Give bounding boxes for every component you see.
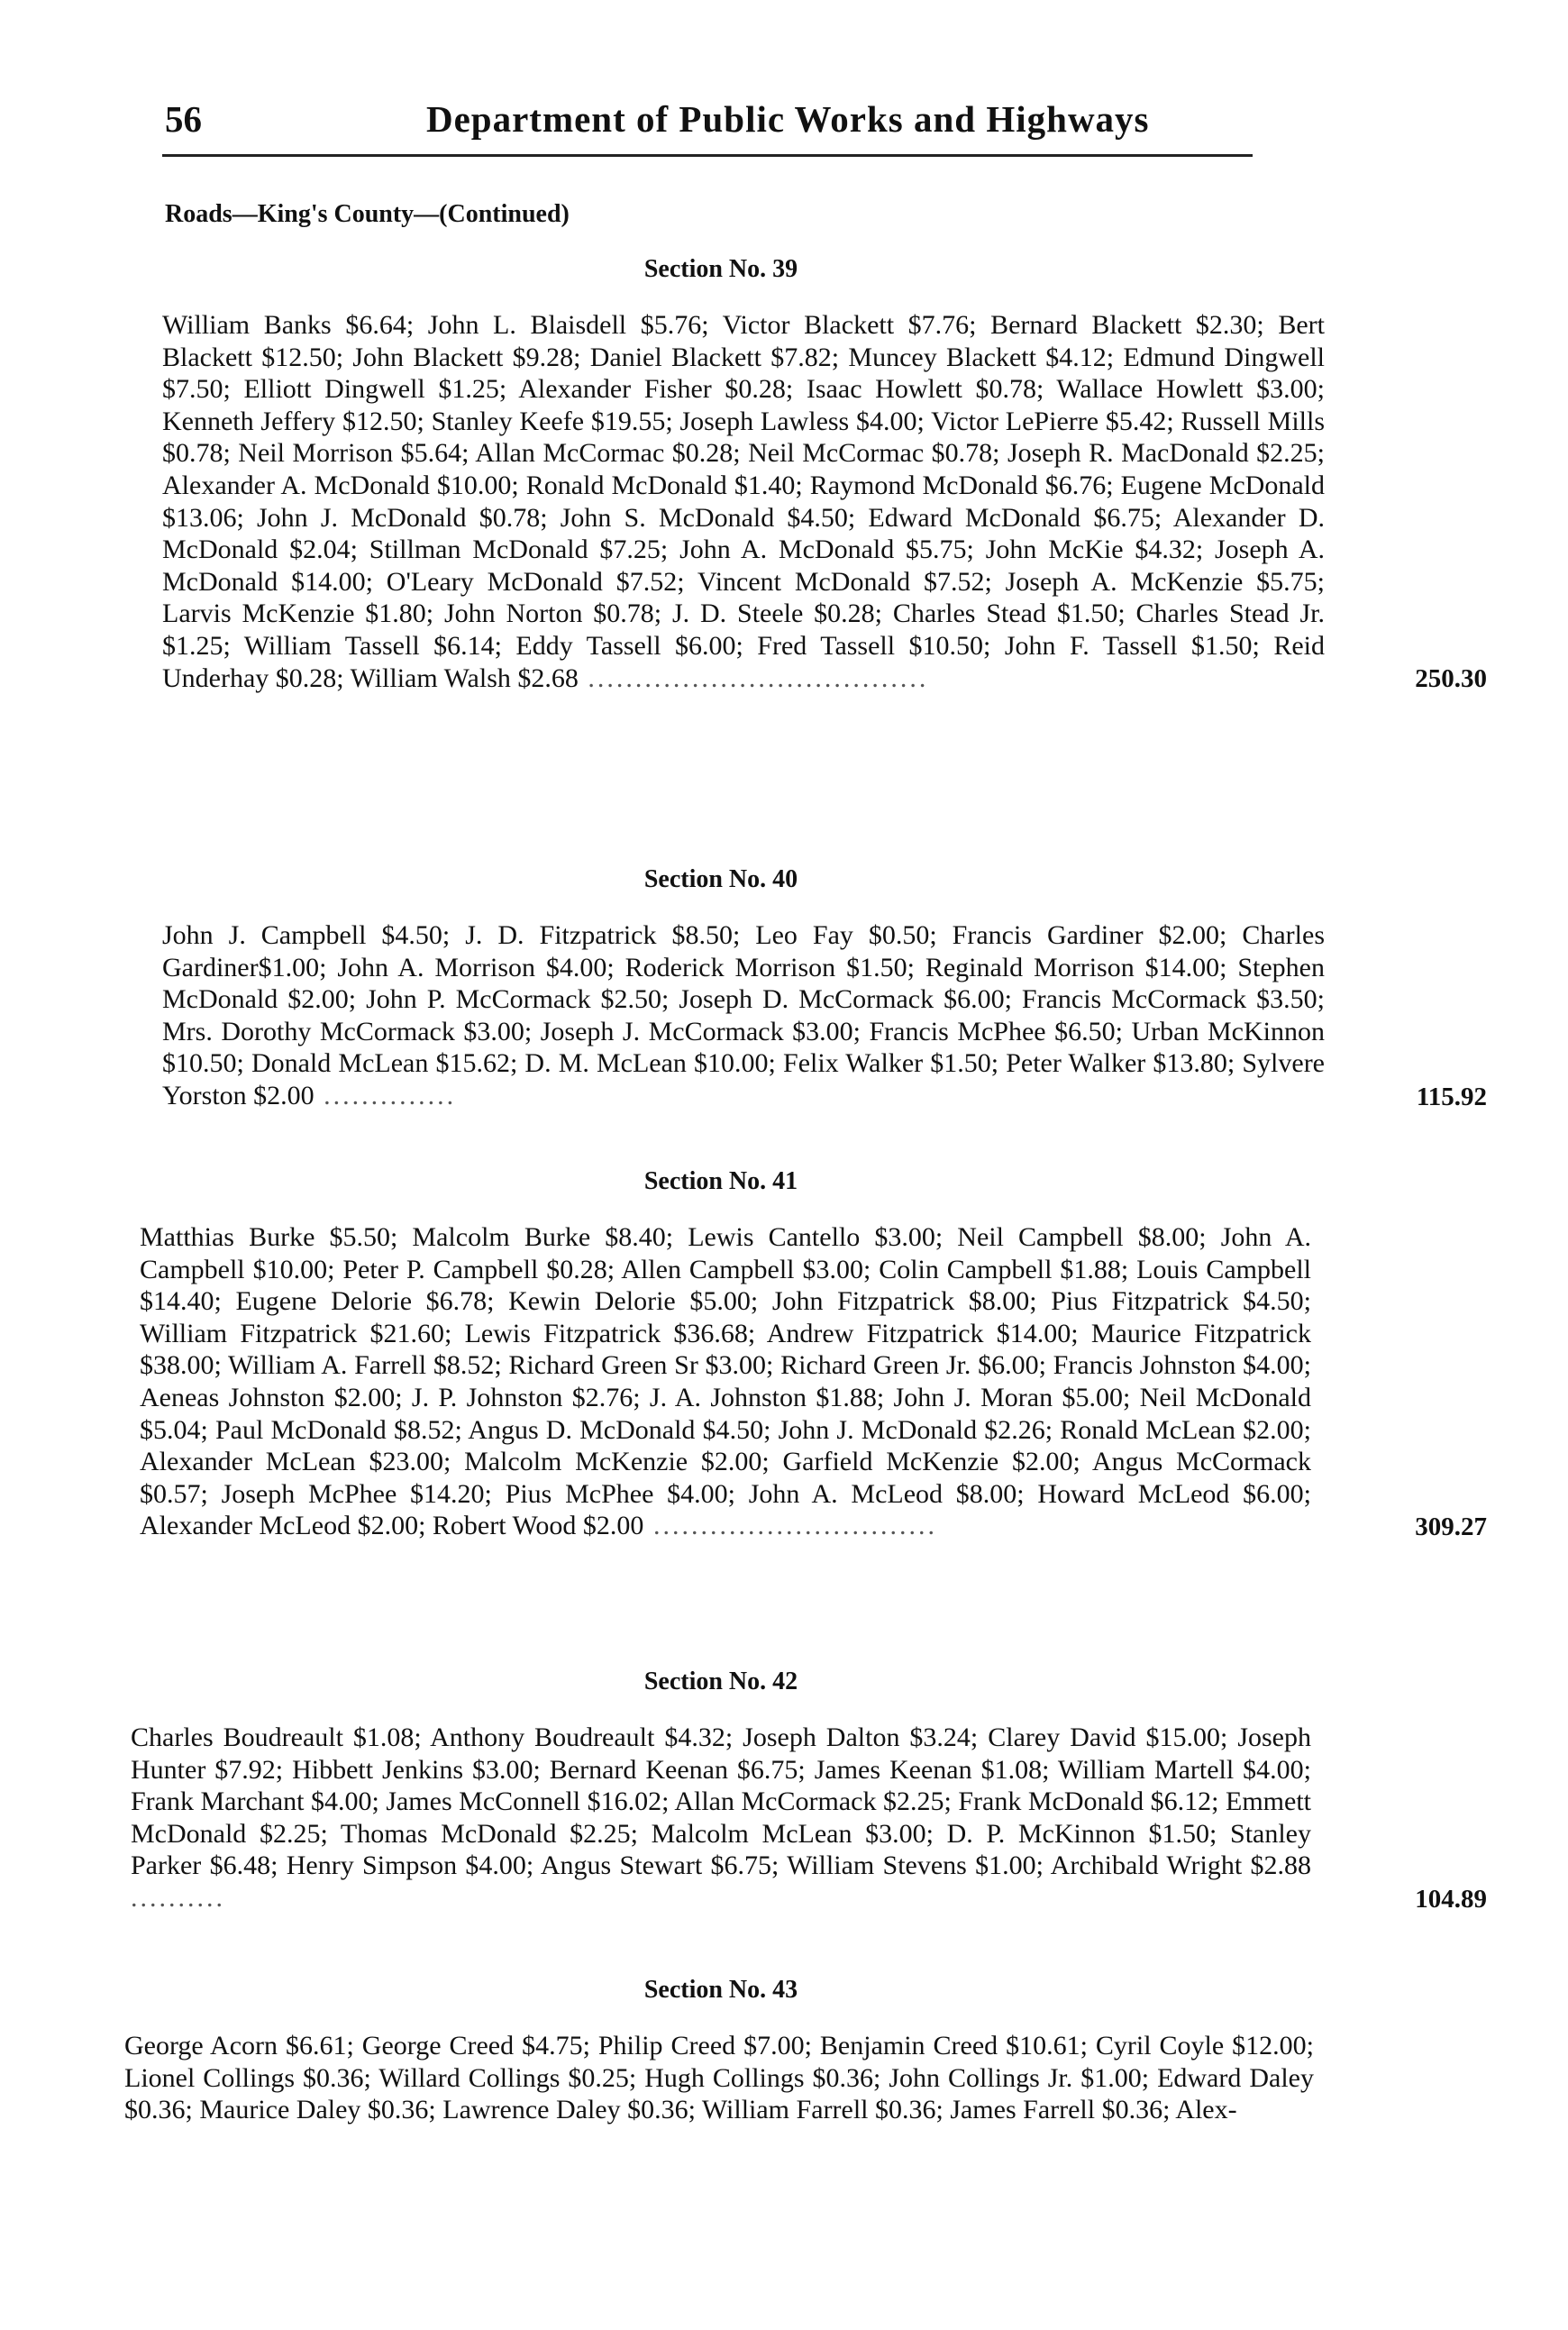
section-text: William Banks $6.64; John L. Blaisdell $5.76; Victor Blackett $7.76; Bernard Blackett $2.30; Bert Blackett $12.50; John Blackett $9.28; Daniel Blackett $7.82; Muncey Blackett $4.12; Edmund Dingwell $7.50; Elliott Dingwell $1.25; Alexander Fisher $0.28; Isaac Howlett $0.78; Wallace Howlett $3.00; Kenneth Jeffery $12.50; Stanley Keefe $19.55; Joseph Lawless $4.00; Victor LePierre $5.42; Russell Mills $0.78; Neil Morrison $5.64; Allan McCormac $0.28; Neil McCormac $0.78; Joseph R. MacDonald $2.25; Alexander A. McDonald $10.00; Ronald McDonald $1.40; Raymond McDonald $6.76; Eugene McDonald $13.06; John J. McDonald $0.78; John S. McDonald $4.50; Edward McDonald $6.75; Alexander D. McDonald $2.04; Stillman McDonald $7.25; John A. McDonald $5.75; John McKie $4.32; Joseph A. McDonald $14.00; O'Leary McDonald $7.52; Vincent McDonald $7.52; Joseph A. McKenzie $5.75; Larvis McKenzie $1.80; John Norton $0.78; J. D. Steele $0.28; Charles Stead $1.50; Charles Stead Jr. $1.25; William Tassell $6.14; Eddy Tassell $6.00; Fred Tassell $10.50; John F. Tassell $1.50; Reid Underhay $0.28; William Walsh $2.68 bbox=[162, 310, 1325, 693]
section-43 bbox=[124, 1976, 1487, 2126]
section-heading: Section No. 40 bbox=[643, 865, 798, 893]
section-body bbox=[162, 919, 1325, 1112]
section-row bbox=[135, 309, 1487, 694]
header-rule bbox=[162, 154, 1253, 157]
section-heading: Section No. 43 bbox=[643, 1976, 798, 2004]
section-body bbox=[162, 309, 1325, 694]
section-total: 250.30 bbox=[1415, 664, 1487, 694]
section-row bbox=[131, 1722, 1487, 1914]
section-row bbox=[135, 919, 1487, 1112]
section-row bbox=[135, 1221, 1487, 1542]
section-text: Charles Boudreault $1.08; Anthony Boudreault $4.32; Joseph Dalton $3.24; Clarey David $15.00; Joseph Hunter $7.92; Hibbett Jenkins $3.00; Bernard Keenan $6.75; James Keenan $1.08; William Martell $4.00; Frank Marchant $4.00; James McConnell $16.02; Allan McCormack $2.25; Frank McDonald $6.12; Emmett McDonald $2.25; Thomas McDonald $2.25; Malcolm McLean $3.00; D. P. McKinnon $1.50; Stanley Parker $6.48; Henry Simpson $4.00; Angus Stewart $6.75; William Stevens $1.00; Archibald Wright $2.88 bbox=[131, 1722, 1311, 1881]
dot-leader: .............................. bbox=[643, 1511, 937, 1541]
dot-leader: .......... bbox=[131, 1882, 225, 1913]
dot-leader: .................................... bbox=[578, 662, 929, 693]
section-row bbox=[124, 2030, 1487, 2126]
section-41 bbox=[135, 1167, 1487, 1542]
page-number: 56 bbox=[165, 98, 202, 140]
section-text: George Acorn $6.61; George Creed $4.75; Philip Creed $7.00; Benjamin Creed $10.61; Cyril Coyle $12.00; Lionel Collings $0.36; Willard Collings $0.25; Hugh Collings $0.36; John Collings Jr. $1.00; Edward Daley $0.36; Maurice Daley $0.36; Lawrence Daley $0.36; William Farrell $0.36; James Farrell $0.36; Alex- bbox=[124, 2031, 1314, 2125]
dot-leader: .............. bbox=[314, 1080, 457, 1110]
section-39 bbox=[135, 255, 1487, 694]
section-text: Matthias Burke $5.50; Malcolm Burke $8.40; Lewis Cantello $3.00; Neil Campbell $8.00; John A. Campbell $10.00; Peter P. Campbell $0.28; Allen Campbell $3.00; Colin Campbell $1.88; Louis Campbell $14.40; Eugene Delorie $6.78; Kewin Delorie $5.00; John Fitzpatrick $8.00; Pius Fitzpatrick $4.50; William Fitzpatrick $21.60; Lewis Fitzpatrick $36.68; Andrew Fitzpatrick $14.00; Maurice Fitzpatrick $38.00; William A. Farrell $8.52; Richard Green Sr $3.00; Richard Green Jr. $6.00; Francis Johnston $4.00; Aeneas Johnston $2.00; J. P. Johnston $2.76; J. A. Johnston $1.88; John J. Moran $5.00; Neil McDonald $5.04; Paul McDonald $8.52; Angus D. McDonald $4.50; John J. McDonald $2.26; Ronald McLean $2.00; Alexander McLean $23.00; Malcolm McKenzie $2.00; Garfield McKenzie $2.00; Angus McCormack $0.57; Joseph McPhee $14.20; Pius McPhee $4.00; John A. McLeod $8.00; Howard McLeod $6.00; Alexander McLeod $2.00; Robert Wood $2.00 bbox=[140, 1222, 1311, 1541]
page-header bbox=[165, 97, 1246, 151]
section-heading: Section No. 39 bbox=[643, 255, 798, 283]
section-body bbox=[124, 2030, 1314, 2126]
running-title: Department of Public Works and Highways bbox=[426, 98, 1150, 140]
section-body bbox=[131, 1722, 1311, 1914]
section-40 bbox=[135, 865, 1487, 1112]
section-total: 309.27 bbox=[1415, 1512, 1487, 1541]
section-42 bbox=[131, 1668, 1487, 1914]
section-body bbox=[140, 1221, 1311, 1542]
section-total: 104.89 bbox=[1415, 1884, 1487, 1914]
section-total: 115.92 bbox=[1416, 1082, 1487, 1111]
continued-heading: Roads—King's County—(Continued) bbox=[165, 200, 570, 228]
section-heading: Section No. 41 bbox=[643, 1167, 798, 1195]
section-heading: Section No. 42 bbox=[643, 1668, 798, 1695]
section-text: John J. Campbell $4.50; J. D. Fitzpatrick $8.50; Leo Fay $0.50; Francis Gardiner $2.00; Charles Gardiner$1.00; John A. Morrison $4.00; Roderick Morrison $1.50; Reginald Morrison $14.00; Stephen McDonald $2.00; John P. McCormack $2.50; Joseph D. McCormack $6.00; Francis McCormack $3.50; Mrs. Dorothy McCormack $3.00; Joseph J. McCormack $3.00; Francis McPhee $6.50; Urban McKinnon $10.50; Donald McLean $15.62; D. M. McLean $10.00; Felix Walker $1.50; Peter Walker $13.80; Sylvere Yorston $2.00 bbox=[162, 920, 1325, 1110]
